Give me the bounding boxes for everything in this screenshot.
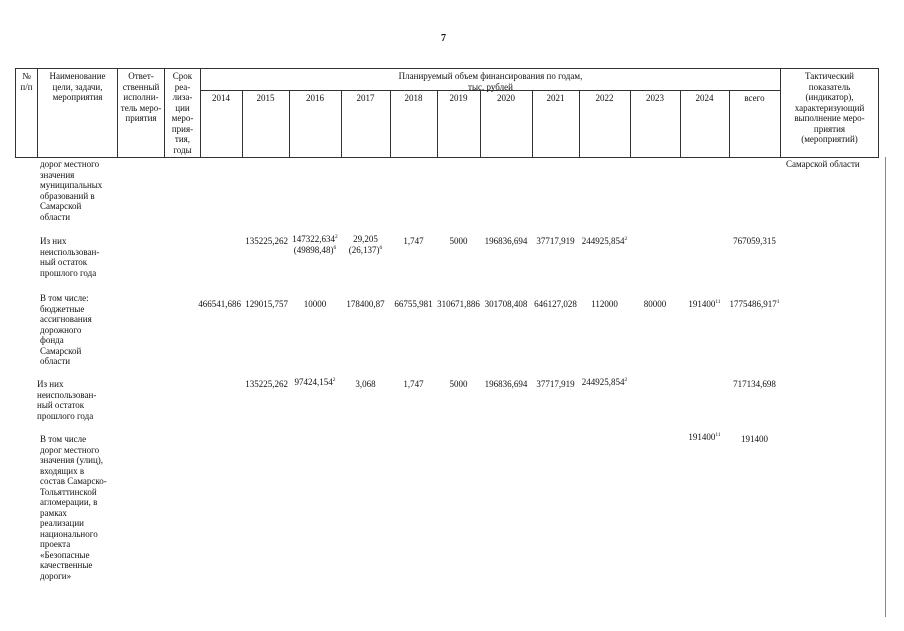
row4-2017: 3,068 <box>355 379 376 389</box>
row2-2022-val: 244925,854 <box>581 236 625 246</box>
header-num: № п/п <box>20 71 33 92</box>
row2-2016-b-sup: 6 <box>333 244 337 251</box>
row3-2024-val: 191400 <box>688 299 716 309</box>
row4-name: Из них неиспользован- ный остаток прошлого года <box>37 379 97 421</box>
year-2023: 2023 <box>646 93 664 103</box>
year-2019: 2019 <box>449 93 468 103</box>
row3-2023: 80000 <box>643 299 667 309</box>
year-2021: 2021 <box>546 93 565 103</box>
row3-2018: 66755,981 <box>394 299 433 309</box>
row3-2024-sup: 11 <box>715 299 721 305</box>
header-indicator: Тактический показатель (индикатор), характеризующий выполнение меро- приятия (мероприятий) <box>794 71 865 144</box>
year-2017: 2017 <box>356 93 375 103</box>
row4-2018: 1,747 <box>403 379 424 389</box>
row2-2018: 1,747 <box>403 236 424 246</box>
row2-2017 <box>341 234 390 255</box>
row2-2016-b: (49898,48) <box>293 244 334 255</box>
row4-2022 <box>579 377 630 388</box>
row3-2017: 178400,87 <box>346 299 385 309</box>
row4-2022-val: 244925,854 <box>581 377 625 387</box>
row1-name: дорог местного значения муниципальных образований в Самарской области <box>40 159 103 222</box>
row2-total: 767059,315 <box>733 236 776 246</box>
header-responsible: Ответ- ственный исполни- тель меро- приятия <box>120 71 162 123</box>
row4-2016-val: 97424,154 <box>294 377 333 387</box>
row2-2020: 196836,694 <box>484 236 528 246</box>
row5-2024 <box>680 432 729 443</box>
row1-indicator: Самарской области <box>786 159 860 169</box>
row2-2016-a: 147322,634 <box>292 234 335 244</box>
row4-2020: 196836,694 <box>484 379 528 389</box>
row2-2017-b: (26,137) <box>348 244 380 255</box>
row3-name: В том числе: бюджетные ассигнования дорожного фонда Самарской области <box>40 293 92 366</box>
row3-2016: 10000 <box>303 299 327 309</box>
row3-total-sup: 1 <box>776 299 780 305</box>
row5-name: В том числе дорог местного значения (улиц), входящих в состав Самарско- Тольяттинской агломерации, в рамках реализации национального проекта «Безопасные качественные дороги» <box>40 434 107 581</box>
row3-2024 <box>680 299 729 310</box>
row2-2019: 5000 <box>449 236 468 246</box>
row5-2024-val: 191400 <box>688 432 716 442</box>
row3-2019: 310671,886 <box>437 299 480 309</box>
row2-2021: 37717,919 <box>536 236 575 246</box>
row2-name: Из них неиспользован- ный остаток прошлого года <box>40 236 100 278</box>
row2-2016 <box>289 234 341 255</box>
year-total: всего <box>744 93 765 103</box>
header-financing: Планируемый объем финансирования по годам, тыс. рублей <box>398 71 583 92</box>
row2-2016-a-sup: 2 <box>335 234 338 240</box>
header-name: Наименование цели, задачи, мероприятия <box>49 71 106 102</box>
row3-2014: 466541,686 <box>198 299 241 309</box>
year-2020: 2020 <box>497 93 515 103</box>
row3-2021: 646127,028 <box>534 299 577 309</box>
year-2024: 2024 <box>695 93 714 103</box>
year-2014: 2014 <box>212 93 230 103</box>
year-2015: 2015 <box>256 93 275 103</box>
row4-2022-sup: 2 <box>624 377 628 383</box>
row3-2015: 129015,757 <box>245 299 288 309</box>
row4-total: 717134,698 <box>733 379 776 389</box>
header-term: Срок реа- лиза- ции меро- прия- тия, годы <box>171 71 194 155</box>
row3-total <box>729 299 780 310</box>
row3-2020: 301708,408 <box>484 299 528 309</box>
row2-2017-a: 29,205 <box>353 234 378 244</box>
row3-total-val: 1775486,917 <box>729 299 777 309</box>
year-2018: 2018 <box>404 93 423 103</box>
year-2016: 2016 <box>306 93 324 103</box>
row2-2015: 135225,262 <box>245 236 288 246</box>
year-2022: 2022 <box>595 93 614 103</box>
row2-2017-b-sup: 6 <box>379 244 383 251</box>
row2-2022 <box>579 236 630 247</box>
row5-2024-sup: 11 <box>715 432 721 438</box>
row4-2016-sup: 2 <box>332 377 336 383</box>
row5-total: 191400 <box>741 434 768 444</box>
page-number: 7 <box>441 33 446 44</box>
row4-2016 <box>289 377 341 388</box>
row2-2022-sup: 2 <box>624 236 628 242</box>
row4-2021: 37717,919 <box>536 379 575 389</box>
row3-2022: 112000 <box>591 299 618 309</box>
row4-2019: 5000 <box>449 379 468 389</box>
row4-2015: 135225,262 <box>245 379 288 389</box>
